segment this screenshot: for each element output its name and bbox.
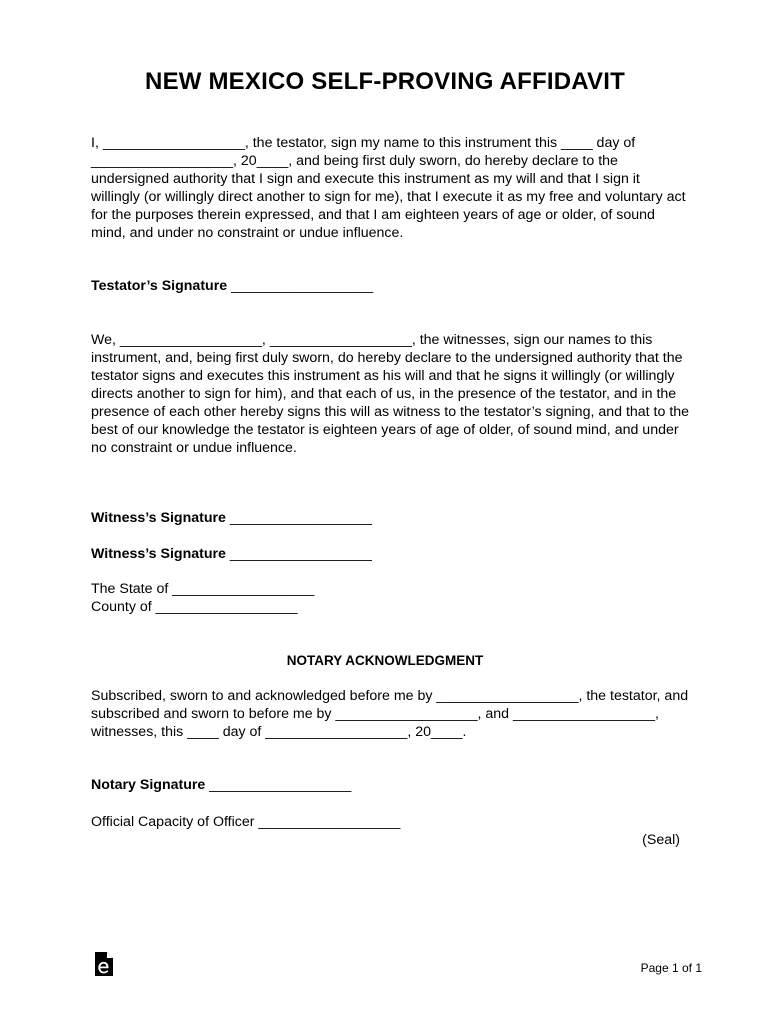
witness-signature-line-1 <box>91 509 372 527</box>
testator-signature-line <box>91 277 373 295</box>
notary-paragraph: Subscribed, sworn to and acknowledged before me by __________________, the testator, and subscribed and sworn to before me by __________________, and __________________, witnesses, this ____ day of __________________, 20____. <box>91 688 689 740</box>
testator-signature-blank: __________________ <box>227 278 374 294</box>
witness-signature-label-2: Witness’s Signature <box>91 546 226 562</box>
notary-signature-blank: __________________ <box>205 777 352 793</box>
page-number: Page 1 of 1 <box>640 961 702 975</box>
document-e-icon <box>93 951 115 977</box>
official-capacity-line: Official Capacity of Officer __________________ <box>91 814 401 830</box>
notary-heading: NOTARY ACKNOWLEDGMENT <box>286 653 484 668</box>
testator-paragraph: I, __________________, the testator, sign my name to this instrument this ____ day of __________________, 20____, and being first duly sworn, do hereby declare to the undersigned authority that I sign and execute this instrument as my will and that I sign it willingly (or willingly direct another to sign for me), that I execute it as my free and voluntary act for the purposes therein expressed, and that I am eighteen years of age or older, of sound mind, and under no constraint or undue influence. <box>91 135 686 241</box>
testator-signature-label: Testator’s Signature <box>91 278 228 294</box>
logo-page-fold <box>107 952 113 958</box>
witness-paragraph: We, __________________, __________________, the witnesses, sign our names to this instrument, and, being first duly sworn, do hereby declare to the undersigned authority that the testator signs and executes this instrument as his will and that he signs it willingly (or willingly directs another to sign for him), and that each of us, in the presence of the testator, and in the presence of each other hereby signs this will as witness to the testator’s signing, and that to the best of our knowledge the testator is eighteen years of age of older, of sound mind, and under no constraint or undue influence. <box>91 332 690 456</box>
county-line: County of __________________ <box>91 599 298 615</box>
document-title: NEW MEXICO SELF-PROVING AFFIDAVIT <box>145 68 625 95</box>
witness-signature-line-2 <box>91 545 372 563</box>
seal-label: (Seal) <box>642 832 680 848</box>
notary-signature-line <box>91 776 351 794</box>
witness-signature-blank-2: __________________ <box>225 546 372 562</box>
witness-signature-label-1: Witness’s Signature <box>91 510 226 526</box>
state-line: The State of __________________ <box>91 581 315 597</box>
notary-signature-label: Notary Signature <box>91 777 206 793</box>
witness-signature-blank-1: __________________ <box>225 510 372 526</box>
